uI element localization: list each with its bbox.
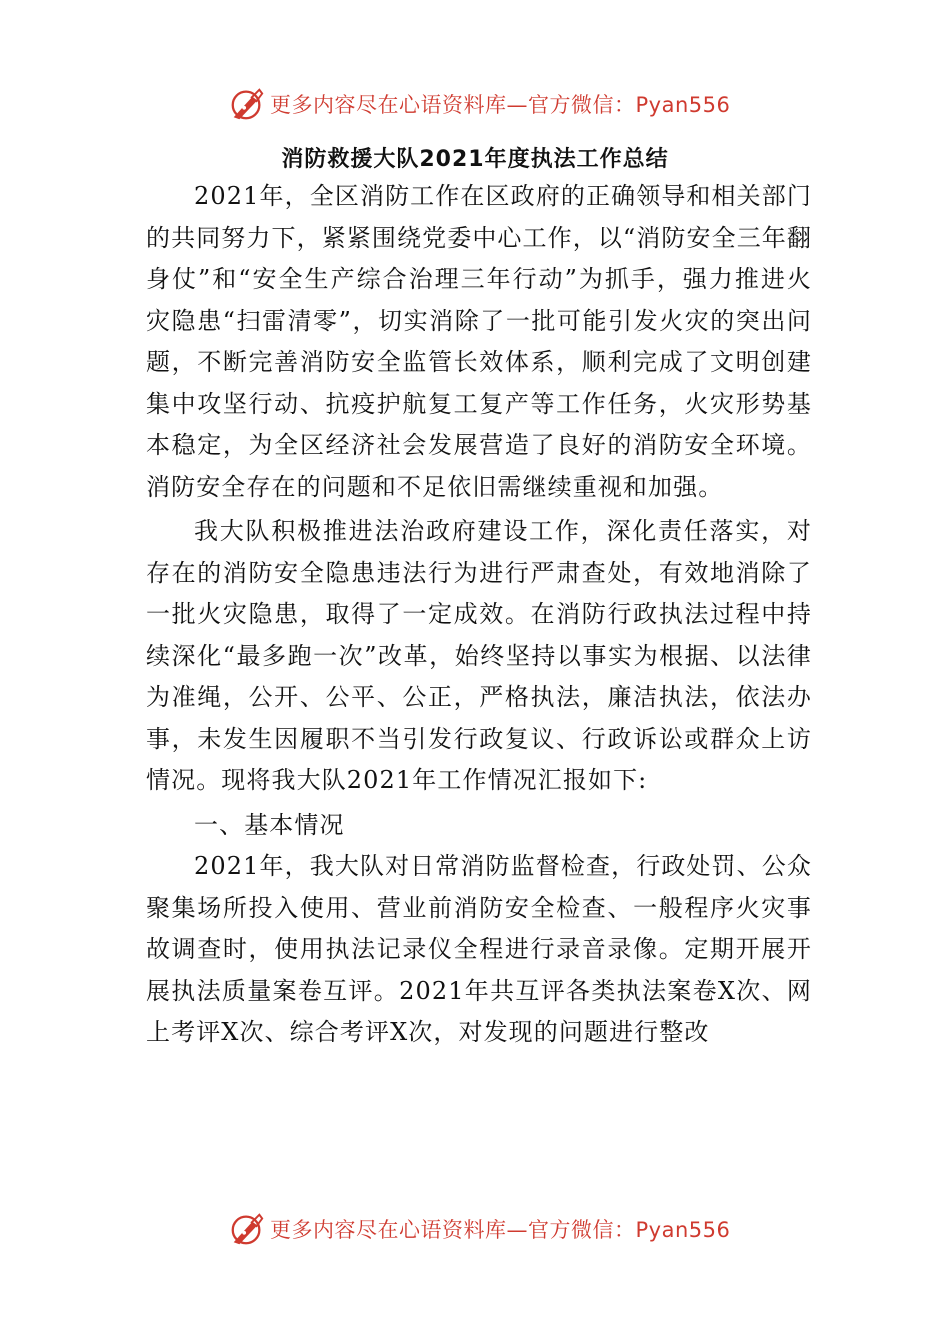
document-title: 消防救援大队2021年度执法工作总结 — [281, 147, 669, 172]
pen-nib-logo-icon — [228, 1210, 266, 1248]
watermark-banner-bottom — [228, 1209, 748, 1249]
section-heading: 一、基本情况 — [194, 810, 345, 839]
paragraph: 2021年，我大队对日常消防监督检查，行政处罚、公众聚集场所投入使用、营业前消防安全检查、一般程序火灾事故调查时，使用执法记录仪全程进行录音录像。定期开展开展执法质量案卷互评。2021年共互评各类执法案卷X次、网上考评X次、综合考评X次，对发现的问题进行整改 — [146, 852, 812, 1046]
watermark-text: 更多内容尽在心语资料库—官方微信：Pyan556 — [270, 93, 731, 117]
watermark-banner-top — [228, 84, 748, 124]
document-body — [146, 176, 812, 1054]
paragraph: 我大队积极推进法治政府建设工作，深化责任落实，对存在的消防安全隐患违法行为进行严肃查处，有效地消除了一批火灾隐患，取得了一定成效。在消防行政执法过程中持续深化“最多跑一次”改革，始终坚持以事实为根据、以法律为准绳，公开、公平、公正，严格执法，廉洁执法，依法办事，未发生因履职不当引发行政复议、行政诉讼或群众上访情况。现将我大队2021年工作情况汇报如下: — [146, 517, 812, 794]
watermark-text: 更多内容尽在心语资料库—官方微信：Pyan556 — [270, 1218, 731, 1242]
paragraph: 2021年，全区消防工作在区政府的正确领导和相关部门的共同努力下，紧紧围绕党委中心工作，以“消防安全三年翻身仗”和“安全生产综合治理三年行动”为抓手，强力推进火灾隐患“扫雷清零”，切实消除了一批可能引发火灾的突出问题，不断完善消防安全监管长效体系，顺利完成了文明创建集中攻坚行动、抗疫护航复工复产等工作任务，火灾形势基本稳定，为全区经济社会发展营造了良好的消防安全环境。消防安全存在的问题和不足依旧需继续重视和加强。 — [146, 182, 812, 501]
pen-nib-logo-icon — [228, 85, 266, 123]
